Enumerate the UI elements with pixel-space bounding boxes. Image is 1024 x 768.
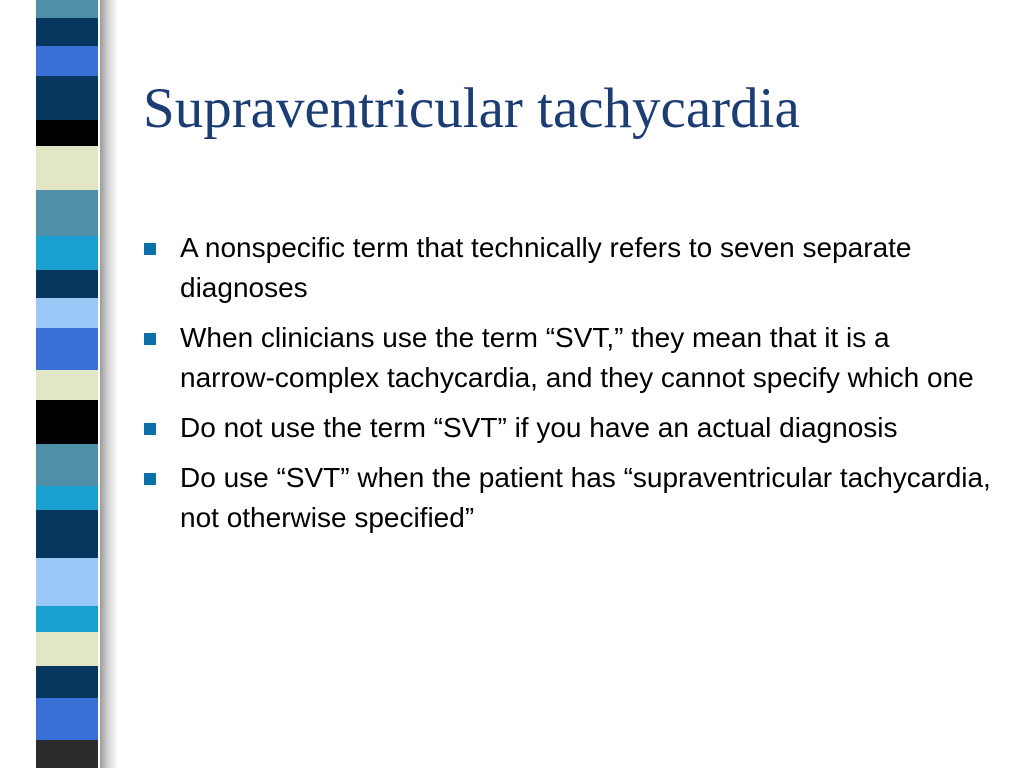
bullet-text: Do use “SVT” when the patient has “supraventricular tachycardia, not otherwise specified” (180, 462, 991, 533)
stripe-block (36, 190, 98, 236)
square-bullet-icon (144, 243, 156, 255)
stripe-block (36, 666, 98, 698)
stripe-block (36, 120, 98, 146)
stripe-block (36, 740, 98, 768)
stripe-block (36, 146, 98, 190)
stripe-left-margin (0, 0, 36, 768)
stripe-block (36, 18, 98, 46)
stripe-block (36, 0, 98, 18)
stripe-block (36, 444, 98, 486)
bullet-list (142, 228, 992, 548)
bullet-text: Do not use the term “SVT” if you have an actual diagnosis (180, 412, 898, 443)
stripe-block (36, 328, 98, 370)
bullet-item (142, 458, 992, 538)
stripe-block (36, 510, 98, 558)
square-bullet-icon (144, 473, 156, 485)
stripe-block (36, 486, 98, 510)
stripe-shadow (100, 0, 118, 768)
stripe-block (36, 632, 98, 666)
square-bullet-icon (144, 333, 156, 345)
stripe-block (36, 270, 98, 298)
bullet-item (142, 228, 992, 308)
square-bullet-icon (144, 423, 156, 435)
stripe-block (36, 698, 98, 740)
decorative-stripe-band (0, 0, 118, 768)
bullet-item (142, 408, 992, 448)
stripe-column (0, 0, 100, 768)
stripe-block (36, 558, 98, 606)
slide-title: Supraventricular tachycardia (143, 77, 800, 140)
stripe-block (36, 606, 98, 632)
bullet-text: When clinicians use the term “SVT,” they mean that it is a narrow-complex tachycardia, and they cannot specify which one (180, 322, 974, 393)
stripe-block (36, 400, 98, 444)
stripe-block (36, 76, 98, 120)
stripe-block (36, 298, 98, 328)
stripe-block (36, 46, 98, 76)
stripe-block (36, 370, 98, 400)
stripe-block (36, 236, 98, 270)
bullet-text: A nonspecific term that technically refers to seven separate diagnoses (180, 232, 912, 303)
bullet-item (142, 318, 992, 398)
